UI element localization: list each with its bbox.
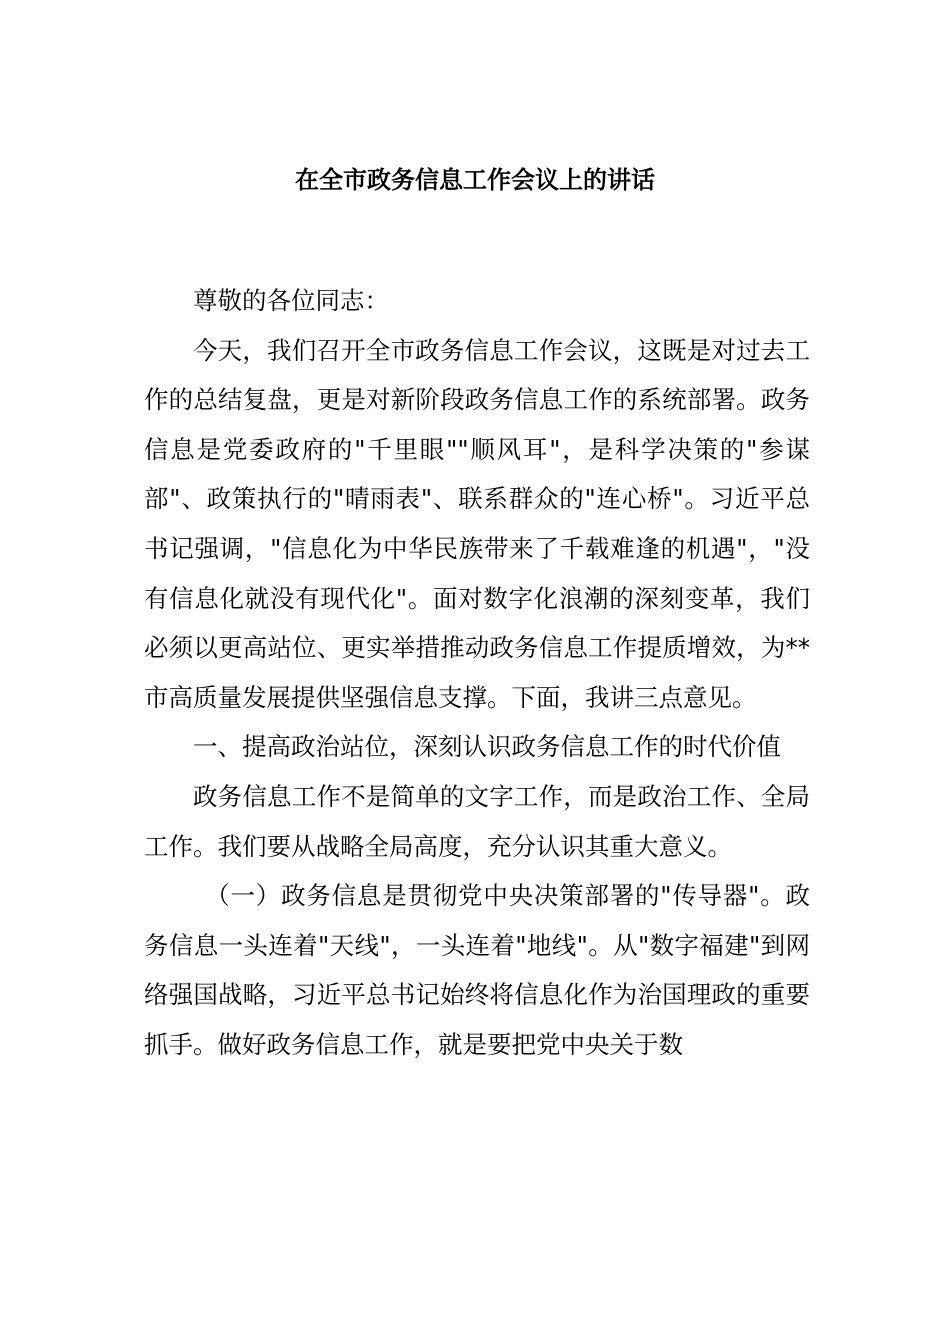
paragraph-intro: 今天，我们召开全市政务信息工作会议，这既是对过去工作的总结复盘，更是对新阶段政务信息工作的系统部署。政务信息是党委政府的"千里眼""顺风耳"，是科学决策的"参谋部"、政策执行的"晴雨表"、联系群众的"连心桥"。习近平总书记强调，"信息化为中华民族带来了千载难逢的机遇"，"没有信息化就没有现代化"。面对数字化浪潮的深刻变革，我们必须以更高站位、更实举措推动政务信息工作提质增效，为**市高质量发展提供坚强信息支撑。下面，我讲三点意见。 <box>144 335 810 712</box>
document-title: 在全市政务信息工作会议上的讲话 <box>295 166 655 194</box>
salutation: 尊敬的各位同志： <box>193 286 389 315</box>
document-body <box>144 276 810 1070</box>
paragraph-section-1: 政务信息工作不是简单的文字工作，而是政治工作、全局工作。我们要从战略全局高度，充分认识其重大意义。 <box>144 781 810 861</box>
section-heading-1: 一、提高政治站位，深刻认识政务信息工作的时代价值 <box>193 732 781 762</box>
paragraph-subsection-1: （一）政务信息是贯彻党中央决策部署的"传导器"。政务信息一头连着"天线"，一头连着"地线"。从"数字福建"到网络强国战略，习近平总书记始终将信息化作为治国理政的重要抓手。做好政务信息工作，就是要把党中央关于数 <box>144 881 810 1059</box>
